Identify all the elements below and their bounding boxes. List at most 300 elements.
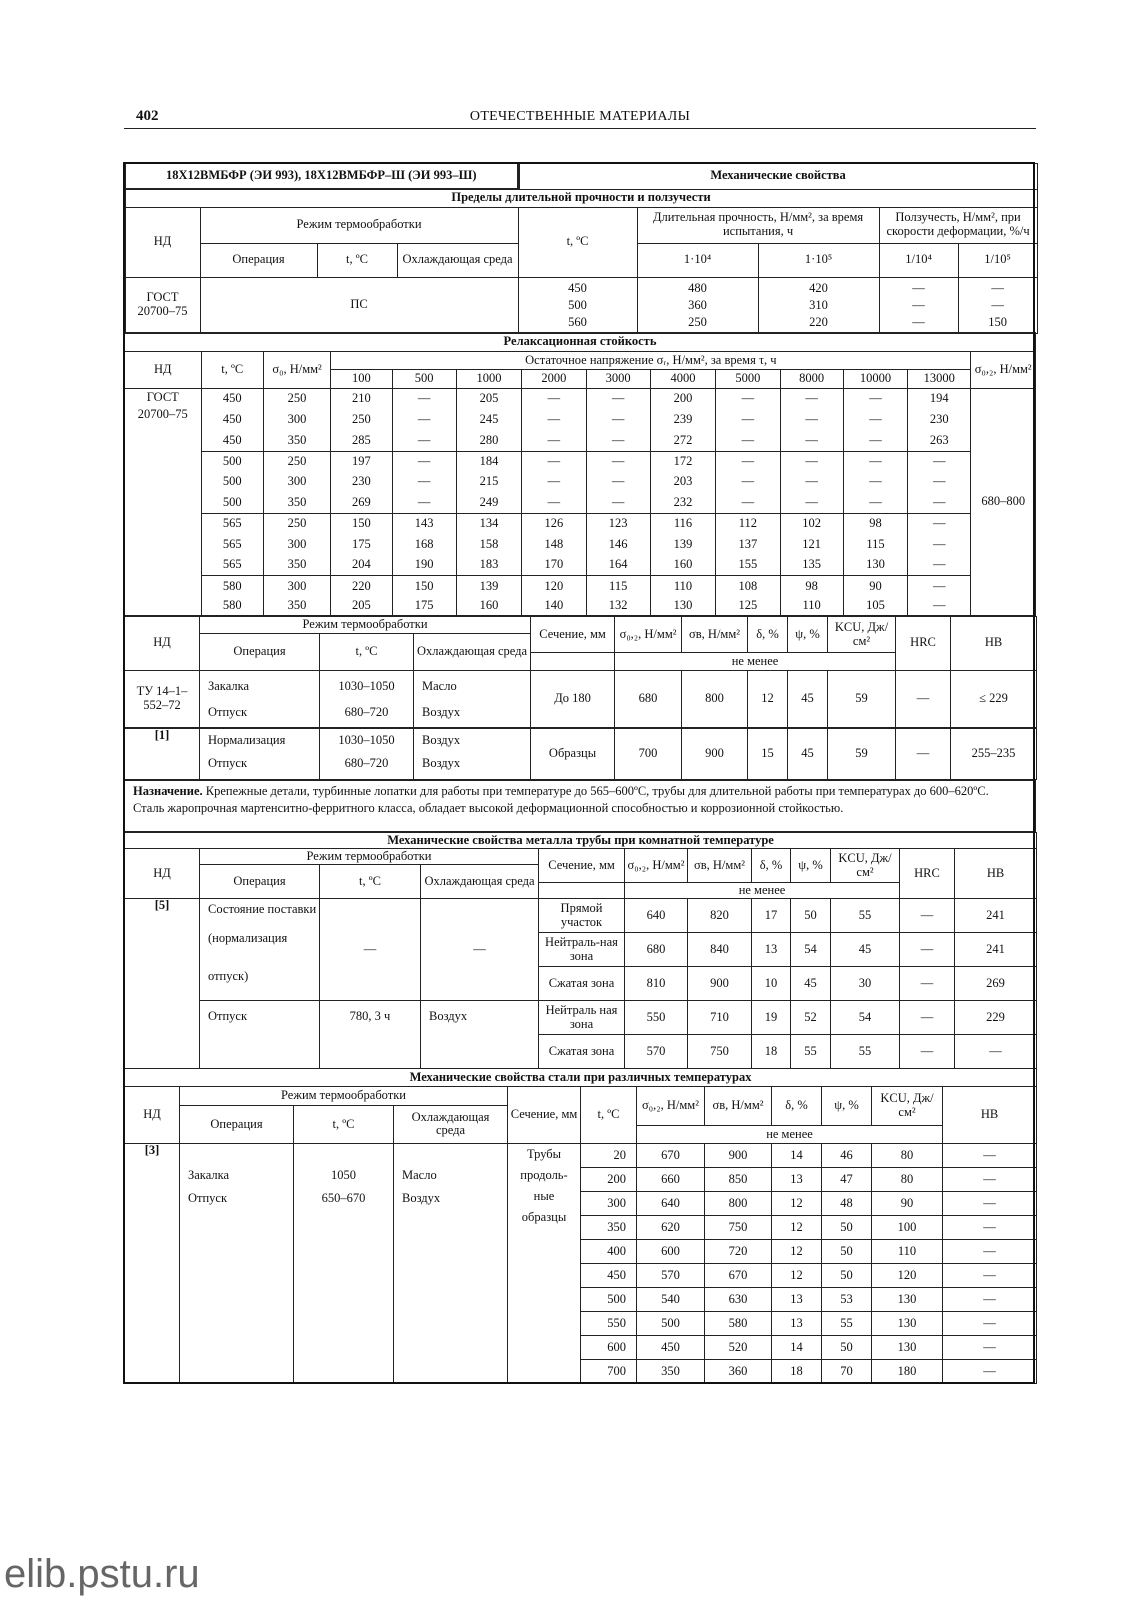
temp-cell: 670 (637, 1144, 705, 1168)
relax-cell: 164 (586, 555, 650, 576)
col-mode: Режим термообработки (200, 207, 518, 243)
temp-cell: 450 (637, 1336, 705, 1360)
col-time-3: 2000 (522, 370, 586, 389)
col-section: Сечение, мм (531, 617, 615, 653)
relax-cell: 500 (201, 493, 263, 514)
temp-cell: 46 (822, 1144, 872, 1168)
relax-cell: 263 (908, 430, 971, 451)
col-mode: Режим термообработки (180, 1087, 508, 1105)
temp-cell: 14 (772, 1144, 822, 1168)
temp-cell: 360 (705, 1360, 772, 1384)
relax-cell: 121 (780, 534, 843, 555)
temp-cell: 90 (872, 1192, 943, 1216)
relax-cell: 272 (650, 430, 715, 451)
cell-test-temp: 600 (581, 1336, 637, 1360)
row-ref1: [1] Нормализация Отпуск 1030–1050 680–720 Воздух Воздух Образцы 700 900 15 45 59 — 255–235 (125, 728, 1037, 779)
watermark: elib.pstu.ru (4, 1552, 200, 1596)
relax-cell: 126 (522, 513, 586, 534)
relax-cell: 250 (263, 513, 330, 534)
temp-cell: 540 (637, 1288, 705, 1312)
relax-cell: 150 (331, 513, 392, 534)
relax-cell: 269 (331, 493, 392, 514)
relax-cell: 183 (456, 555, 521, 576)
temp-cell: 670 (705, 1264, 772, 1288)
relax-cell: 125 (716, 597, 780, 616)
relax-cell: 300 (263, 534, 330, 555)
temp-cell: 800 (705, 1192, 772, 1216)
col-nd: НД (125, 849, 200, 899)
creep-strength-block (124, 162, 1036, 334)
col-1e5: 1·10⁵ (758, 243, 879, 277)
col-hb: HB (955, 849, 1037, 899)
temp-cell: 13 (772, 1312, 822, 1336)
relax-cell: — (780, 430, 843, 451)
cell-test-temp: 350 (581, 1216, 637, 1240)
relax-cell: — (586, 493, 650, 514)
relax-cell: 250 (263, 451, 330, 472)
relax-cell: — (908, 451, 971, 472)
relax-cell: 132 (586, 597, 650, 616)
relax-cell: — (522, 472, 586, 493)
relax-cell: 204 (331, 555, 392, 576)
col-temp: t, ºC (317, 243, 397, 277)
page-header (124, 106, 1036, 129)
temp-cell: 50 (822, 1264, 872, 1288)
col-psi: ψ, % (791, 849, 831, 883)
cell-1-1e5: — — 150 (958, 277, 1037, 333)
relax-cell: 565 (201, 513, 263, 534)
relax-cell: 230 (331, 472, 392, 493)
relax-cell: 143 (392, 513, 456, 534)
relax-cell: 175 (392, 597, 456, 616)
col-time-0: 100 (331, 370, 392, 389)
cell-cool-dash: — (421, 899, 539, 1001)
relax-cell: 155 (716, 555, 780, 576)
relax-cell: — (716, 389, 780, 410)
steel-grades: 18Х12ВМБФР (ЭИ 993), 18Х12ВМБФР–Ш (ЭИ 993–Ш) (125, 163, 518, 189)
relax-cell: 175 (331, 534, 392, 555)
relax-cell: — (843, 451, 907, 472)
relax-cell: — (586, 430, 650, 451)
relax-cell: 115 (843, 534, 907, 555)
cell-operation-tempering: Отпуск (200, 1001, 320, 1069)
relax-cell: 130 (650, 597, 715, 616)
relax-cell: 120 (522, 576, 586, 597)
relax-cell: — (843, 409, 907, 430)
col-cooling: Охлаждающая среда (421, 865, 539, 899)
col-time-1: 500 (392, 370, 456, 389)
col-section: Сечение, мм (539, 849, 625, 883)
temp-cell: 80 (872, 1168, 943, 1192)
col-1-1e5: 1/10⁵ (958, 243, 1037, 277)
col-residual: Остаточное напряжение σᵣ, Н/мм², за время τ, ч (331, 351, 971, 370)
col-s02: σ₀,₂, Н/мм² (637, 1087, 705, 1126)
purpose-text: Назначение. Крепежные детали, турбинные лопатки для работы при температуре до 565–600ºС, трубы для длительной работы при температурах до 600–620ºС. Сталь жаропрочная мартенситно-ферритного класса, обладает высокой деформационной способностью и коррозионной стойкостью. (124, 780, 1036, 832)
col-time-7: 8000 (780, 370, 843, 389)
relax-cell: 500 (201, 451, 263, 472)
col-mode: Режим термообработки (200, 849, 539, 865)
relax-cell: 350 (263, 493, 330, 514)
temp-cell: — (943, 1216, 1037, 1240)
col-hrc: HRC (900, 849, 955, 899)
relax-cell: — (843, 389, 907, 410)
relax-cell: 250 (331, 409, 392, 430)
temp-cell: 48 (822, 1192, 872, 1216)
cell-operation: Состояние поставки (нормализация отпуск) (200, 899, 320, 1001)
relax-cell: 245 (456, 409, 521, 430)
col-hrc: HRC (896, 617, 951, 671)
col-temp: t, ºC (294, 1105, 394, 1144)
relax-cell: 123 (586, 513, 650, 534)
relax-cell: 450 (201, 389, 263, 410)
relax-cell: 110 (780, 597, 843, 616)
temp-cell: 13 (772, 1168, 822, 1192)
relax-cell: 350 (263, 555, 330, 576)
relax-cell: 215 (456, 472, 521, 493)
relax-cell: 98 (780, 576, 843, 597)
col-s0: σ₀, Н/мм² (263, 351, 330, 388)
temp-cell: 12 (772, 1264, 822, 1288)
ref-5: [5] (125, 899, 200, 1069)
relax-cell: 102 (780, 513, 843, 534)
relax-cell: 158 (456, 534, 521, 555)
relax-cell: — (392, 451, 456, 472)
cell-test-temp: 400 (581, 1240, 637, 1264)
col-section-empty (531, 653, 615, 670)
relax-cell: 115 (586, 576, 650, 597)
temp-cell: 350 (637, 1360, 705, 1384)
temp-cell: — (943, 1360, 1037, 1384)
relax-cell: — (716, 451, 780, 472)
relax-cell: 350 (263, 430, 330, 451)
temp-cell: 53 (822, 1288, 872, 1312)
temp-cell: 70 (822, 1360, 872, 1384)
relax-cell: — (522, 493, 586, 514)
temp-cell: 50 (822, 1240, 872, 1264)
col-time-9: 13000 (908, 370, 971, 389)
cell-t: 450 500 560 (518, 277, 637, 333)
col-s02: σ₀,₂, Н/мм² (615, 617, 682, 653)
relax-cell: 450 (201, 430, 263, 451)
relax-row (125, 513, 1036, 534)
col-nd: НД (125, 351, 202, 388)
page-title: ОТЕЧЕСТВЕННЫЕ МАТЕРИАЛЫ (469, 109, 691, 124)
relax-cell: 105 (843, 597, 907, 616)
temp-cell: 660 (637, 1168, 705, 1192)
relax-cell: 450 (201, 409, 263, 430)
relax-cell: 130 (843, 555, 907, 576)
col-time-2: 1000 (456, 370, 521, 389)
col-t: t, ºC (201, 351, 263, 388)
temp-cell: 630 (705, 1288, 772, 1312)
section-relaxation: Релаксационная стойкость (125, 333, 1036, 352)
section-temps: Механические свойства стали при различных температурах (125, 1069, 1037, 1087)
temp-cell: 850 (705, 1168, 772, 1192)
cell-section: Трубы продоль- ные образцы (508, 1144, 581, 1384)
relax-cell: 205 (456, 389, 521, 410)
temp-cell: — (943, 1288, 1037, 1312)
col-cooling: Охлаждающая среда (394, 1105, 508, 1144)
relax-cell: 168 (392, 534, 456, 555)
cell-test-temp: 700 (581, 1360, 637, 1384)
temp-cell: 80 (872, 1144, 943, 1168)
col-t2: t, ºC (581, 1087, 637, 1144)
temp-cell: 50 (822, 1216, 872, 1240)
relax-cell: 135 (780, 555, 843, 576)
temp-cell: 580 (705, 1312, 772, 1336)
relax-cell: 300 (263, 409, 330, 430)
temp-cell: 750 (705, 1216, 772, 1240)
col-operation: Операция (200, 243, 317, 277)
temp-cell: 18 (772, 1360, 822, 1384)
temp-cell: 520 (705, 1336, 772, 1360)
relax-cell: 110 (650, 576, 715, 597)
temp-cell: 50 (822, 1336, 872, 1360)
col-operation: Операция (200, 865, 320, 899)
row-tu: ТУ 14–1–552–72 Закалка Отпуск 1030–1050 680–720 Масло Воздух До 180 680 800 12 45 59 — ≤ 229 (125, 670, 1037, 728)
relax-cell: 190 (392, 555, 456, 576)
col-mode: Режим термообработки (200, 617, 531, 634)
relax-cell: — (586, 409, 650, 430)
relax-cell: — (716, 430, 780, 451)
relax-cell: 500 (201, 472, 263, 493)
temp-cell: 14 (772, 1336, 822, 1360)
relax-cell: 148 (522, 534, 586, 555)
col-time-6: 5000 (716, 370, 780, 389)
temp-cell: — (943, 1144, 1037, 1168)
col-d: δ, % (748, 617, 788, 653)
ref-3: [3] (125, 1144, 180, 1384)
relax-cell: 285 (331, 430, 392, 451)
relax-cell: 160 (456, 597, 521, 616)
temp-cell: — (943, 1240, 1037, 1264)
not-less: не менее (625, 883, 900, 899)
cell-test-temp: 450 (581, 1264, 637, 1288)
relax-cell: 232 (650, 493, 715, 514)
relax-cell: — (780, 493, 843, 514)
col-kcu: KCU, Дж/см² (831, 849, 900, 883)
relax-row (125, 389, 1036, 410)
cell-test-temp: 200 (581, 1168, 637, 1192)
relax-cell: 203 (650, 472, 715, 493)
temp-cell: — (943, 1264, 1037, 1288)
col-nd: НД (125, 617, 200, 671)
relaxation-block (124, 332, 1036, 616)
cell-cool-tempering: Воздух (421, 1001, 539, 1069)
col-operation: Операция (180, 1105, 294, 1144)
relax-row (125, 597, 1036, 616)
temp-cell: 500 (637, 1312, 705, 1336)
relax-s02: 680–800 (971, 389, 1036, 616)
relax-cell: 140 (522, 597, 586, 616)
relax-cell: — (392, 493, 456, 514)
relax-cell: — (586, 389, 650, 410)
temp-cell: — (943, 1168, 1037, 1192)
temp-props-block (124, 1068, 1036, 1384)
col-time-5: 4000 (650, 370, 715, 389)
not-less: не менее (637, 1126, 943, 1144)
relax-cell: 134 (456, 513, 521, 534)
relax-cell: — (392, 389, 456, 410)
col-kcu: KCU, Дж/см² (828, 617, 896, 653)
relax-nd: ГОСТ 20700–75 (125, 389, 202, 616)
relax-cell: 580 (201, 576, 263, 597)
temp-cell: 55 (822, 1312, 872, 1336)
cell-temp: 1050 650–670 (294, 1144, 394, 1384)
temp-cell: 12 (772, 1192, 822, 1216)
cell-1-1e4: — — — (879, 277, 958, 333)
section-mechanical-props: Механические свойства (518, 163, 1037, 189)
temp-cell: 100 (872, 1216, 943, 1240)
relax-cell: — (522, 451, 586, 472)
relax-cell: — (716, 493, 780, 514)
col-s02: σ₀,₂, Н/мм² (625, 849, 688, 883)
cell-1e5: 420 310 220 (758, 277, 879, 333)
relax-cell: — (716, 409, 780, 430)
temp-cell: 13 (772, 1288, 822, 1312)
relax-cell: 205 (331, 597, 392, 616)
col-hb: HB (943, 1087, 1037, 1144)
col-d: δ, % (752, 849, 791, 883)
relax-cell: — (908, 576, 971, 597)
relax-cell: — (908, 555, 971, 576)
cell-test-temp: 500 (581, 1288, 637, 1312)
col-1e4: 1·10⁴ (637, 243, 758, 277)
col-cooling: Охлаждающая среда (414, 634, 531, 670)
relax-cell: — (392, 409, 456, 430)
page-number: 402 (136, 108, 159, 124)
temp-cell: 720 (705, 1240, 772, 1264)
relax-cell: — (716, 472, 780, 493)
col-s02: σ₀,₂, Н/мм² (971, 351, 1036, 388)
relax-row (125, 555, 1036, 576)
relax-cell: 184 (456, 451, 521, 472)
temp-row (125, 1144, 1037, 1168)
relax-row (125, 409, 1036, 430)
relax-cell: 565 (201, 534, 263, 555)
relax-row (125, 534, 1036, 555)
col-d: δ, % (772, 1087, 822, 1126)
col-time-8: 10000 (843, 370, 907, 389)
relax-cell: — (843, 430, 907, 451)
relax-cell: — (586, 472, 650, 493)
temp-cell: 570 (637, 1264, 705, 1288)
section-long-strength: Пределы длительной прочности и ползучести (125, 189, 1037, 207)
heat-treatment-block (124, 616, 1036, 780)
relax-cell: 139 (650, 534, 715, 555)
cell-operation: Закалка Отпуск (180, 1144, 294, 1384)
relax-cell: 565 (201, 555, 263, 576)
temp-cell: — (943, 1192, 1037, 1216)
relax-cell: — (908, 534, 971, 555)
relax-cell: — (843, 493, 907, 514)
col-creep: Ползучесть, Н/мм², при скорости деформации, %/ч (879, 207, 1037, 243)
relax-cell: — (908, 472, 971, 493)
relax-cell: 230 (908, 409, 971, 430)
col-sb: σв, Н/мм² (682, 617, 748, 653)
cell-temp-tempering: 780, 3 ч (320, 1001, 421, 1069)
relax-row (125, 451, 1036, 472)
relax-cell: 250 (263, 389, 330, 410)
relax-cell: 112 (716, 513, 780, 534)
col-temp: t, ºC (320, 634, 414, 670)
temp-cell: 130 (872, 1312, 943, 1336)
relax-cell: — (780, 472, 843, 493)
temp-cell: — (943, 1336, 1037, 1360)
relax-cell: — (908, 513, 971, 534)
relax-cell: 98 (843, 513, 907, 534)
temp-cell: 180 (872, 1360, 943, 1384)
relax-cell: 194 (908, 389, 971, 410)
col-nd: НД (125, 1087, 180, 1144)
relax-row (125, 472, 1036, 493)
col-sb: σв, Н/мм² (705, 1087, 772, 1126)
relax-cell: 90 (843, 576, 907, 597)
relax-cell: — (780, 389, 843, 410)
relax-cell: 239 (650, 409, 715, 430)
pipe-props-block: Механические свойства металла трубы при комнатной температуре НД Режим термообработки Сечение, мм σ₀,₂, Н/мм² σв, Н/мм² δ, % ψ, % KCU, Дж/см² HRC HB Операция t, ºC Охлаждающая среда не менее [5] Состояние поставки (нормализация отпуск) — — Прямой участок 640 820 17 50 55 — 241 Нейтраль-ная зона 680 840 13 54 45 — 241 Сжатая зона 810 900 10 45 30 — 269 Отпуск 780, 3 ч Воздух Нейтраль ная зона 550 710 19 52 54 — 229 Сжатая зона 570 750 18 55 55 — — (124, 832, 1036, 1069)
temp-cell: — (943, 1312, 1037, 1336)
temp-cell: 110 (872, 1240, 943, 1264)
cell-temp-dash: — (320, 899, 421, 1001)
relax-cell: 172 (650, 451, 715, 472)
cell-test-temp: 300 (581, 1192, 637, 1216)
relax-cell: 200 (650, 389, 715, 410)
relax-cell: — (780, 451, 843, 472)
relax-cell: 170 (522, 555, 586, 576)
col-long-strength: Длительная прочность, Н/мм², за время испытания, ч (637, 207, 879, 243)
section-pipe: Механические свойства металла трубы при комнатной температуре (125, 833, 1037, 849)
temp-cell: 47 (822, 1168, 872, 1192)
col-kcu: KCU, Дж/см² (872, 1087, 943, 1126)
col-psi: ψ, % (788, 617, 828, 653)
col-sb: σв, Н/мм² (688, 849, 752, 883)
not-less: не менее (615, 653, 896, 670)
temp-cell: 130 (872, 1288, 943, 1312)
col-t: t, ºC (518, 207, 637, 277)
relax-cell: — (780, 409, 843, 430)
cell-test-temp: 20 (581, 1144, 637, 1168)
temp-cell: 600 (637, 1240, 705, 1264)
temp-cell: 12 (772, 1216, 822, 1240)
col-operation: Операция (200, 634, 320, 670)
col-section: Сечение, мм (508, 1087, 581, 1144)
relax-cell: 249 (456, 493, 521, 514)
relax-cell: 580 (201, 597, 263, 616)
col-nd: НД (125, 207, 200, 277)
cell-cooling: Масло Воздух (394, 1144, 508, 1384)
relax-cell: 146 (586, 534, 650, 555)
temp-cell: 120 (872, 1264, 943, 1288)
relax-cell: 139 (456, 576, 521, 597)
relax-cell: 280 (456, 430, 521, 451)
relax-row (125, 576, 1036, 597)
temp-cell: 620 (637, 1216, 705, 1240)
row-nd: ГОСТ 20700–75 (125, 277, 200, 333)
relax-row (125, 493, 1036, 514)
relax-cell: 150 (392, 576, 456, 597)
col-time-4: 3000 (586, 370, 650, 389)
relax-cell: — (522, 409, 586, 430)
relax-cell: — (586, 451, 650, 472)
cell-1e4: 480 360 250 (637, 277, 758, 333)
relax-row (125, 430, 1036, 451)
relax-cell: 300 (263, 576, 330, 597)
col-1-1e4: 1/10⁴ (879, 243, 958, 277)
col-temp: t, ºC (320, 865, 421, 899)
relax-cell: 197 (331, 451, 392, 472)
relax-cell: — (843, 472, 907, 493)
